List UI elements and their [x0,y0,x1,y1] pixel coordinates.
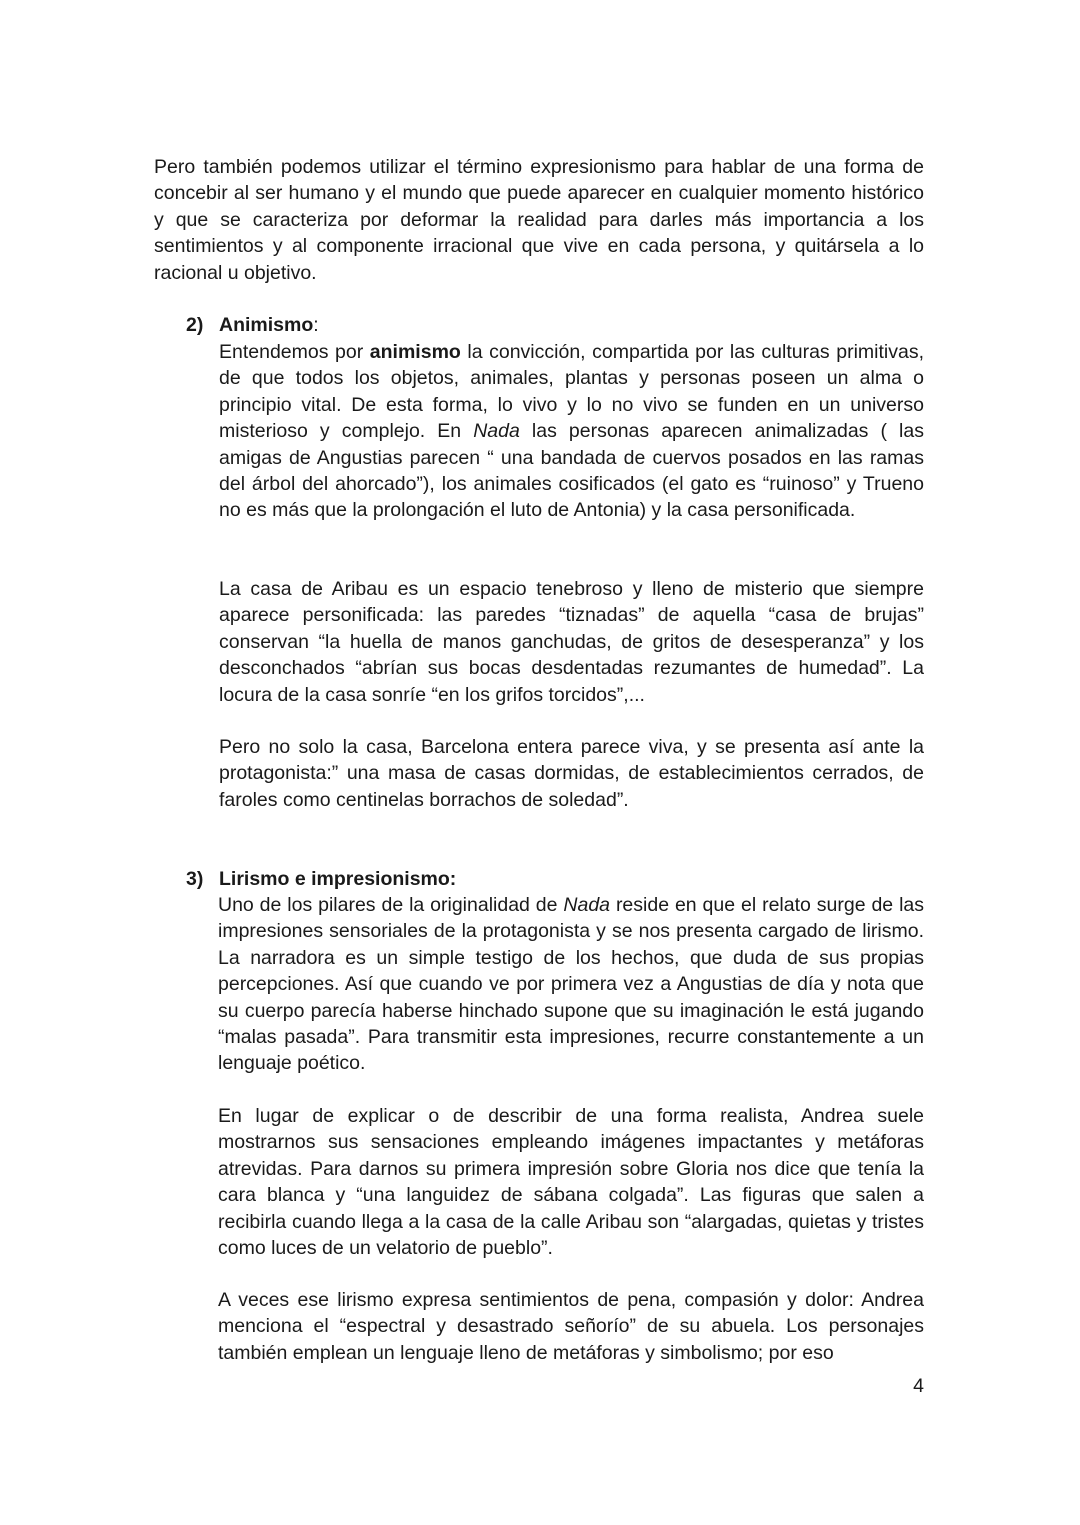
section-3-paragraph-3: A veces ese lirismo expresa sentimientos de pena, compasión y dolor: Andrea menciona el “espectral y desastrado señorío” de su abuela. Los personajes también emplean un lenguaje lleno de metáforas y simbolismo; por eso [218,1289,924,1364]
section-2-title-suffix: : [313,314,319,336]
book-title: Nada [473,420,520,443]
intro-paragraph: Pero también podemos utilizar el término expresionismo para hablar de una forma de concebir al ser humano y el mundo que puede aparecer en cualquier momento histórico y que se caracteriza por deformar la realidad para darles más importancia a los sentimientos y al componente irracional que vive en cada persona, y quitársela a lo racional u objetivo. [154,156,924,284]
section-3-number: 3) [186,868,204,890]
section-2-paragraph-1 [219,339,924,524]
section-3-heading [186,866,926,892]
page-number: 4 [913,1375,924,1397]
text-run: las personas aparecen animalizadas ( las amigas de Angustias parecen “ una bandada de cuervos posados en las ramas del árbol del ahorcado”), los animales cosificados (el gato es “ruinoso” y Trueno no es más que la prolongación el luto de Antonia) y la casa personificada. [219,420,924,522]
text-run: la convicción, compartida por las culturas primitivas, de que todos los objetos, animales, plantas y personas poseen un alma o principio vital. De esta forma, lo vivo y lo no vivo se funden en un universo misterioso y complejo. En [219,341,924,443]
section-3-title: Lirismo e impresionismo: [219,868,457,890]
text-run: Entendemos por [219,341,370,363]
text-run: reside en que el relato surge de las impresiones sensoriales de la protagonista y se nos presenta cargado de lirismo. La narradora es un simple testigo de los hechos, que duda de sus propias percepciones. Así que cuando ve por primera vez a Angustias de día y nota que su cuerpo parecía haberse hinchado supone que su imaginación le está jugando “malas pasada”. Para transmitir esta impresiones, recurre constantemente a un lenguaje poético. [218,894,924,1075]
book-title: Nada [563,894,611,916]
section-2-heading [186,312,926,338]
text-run: Uno de los pilares de la originalidad de [218,894,564,916]
section-3-paragraph-1 [218,892,924,1077]
section-2-title: Animismo [219,314,314,336]
section-2-paragraph-2: La casa de Aribau es un espacio tenebroso y lleno de misterio que siempre aparece personificada: las paredes “tiznadas” de aquella “casa de brujas” conservan “la huella de manos ganchudas, de gritos de desesperanza” y los desconchados “abrían sus bocas desdentadas rezumantes de humedad”. La locura de la casa sonríe “en los grifos torcidos”,... [219,578,924,706]
bold-term: animismo [369,341,461,363]
section-2-number: 2) [186,314,204,336]
section-3-paragraph-2: En lugar de explicar o de describir de una forma realista, Andrea suele mostrarnos sus sensaciones empleando imágenes impactantes y metáforas atrevidas. Para darnos su primera impresión sobre Gloria nos dice que tenía la cara blanca y “una languidez de sábana colgada”. Las figuras que salen a recibirla cuando llega a la casa de la calle Aribau son “alargadas, quietas y tristes como luces de un velatorio de pueblo”. [218,1105,924,1260]
section-2-paragraph-3: Pero no solo la casa, Barcelona entera parece viva, y se presenta así ante la protagonista:” una masa de casas dormidas, de establecimientos cerrados, de faroles como centinelas borrachos de soledad”. [219,736,924,811]
